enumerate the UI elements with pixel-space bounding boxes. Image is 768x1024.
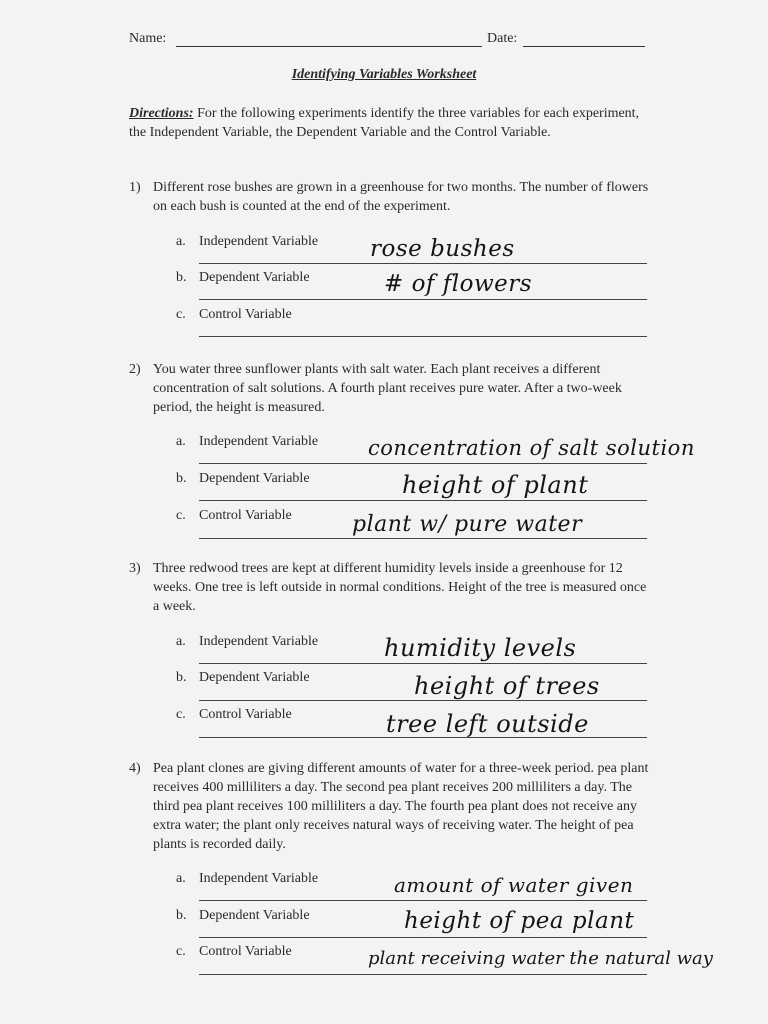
q2-control-line <box>199 538 647 539</box>
question-number: 3) <box>129 561 141 576</box>
q4-control-line <box>199 974 647 975</box>
q1-dependent-answer: # of flowers <box>384 271 533 297</box>
item-letter: a. <box>176 434 186 449</box>
item-letter: a. <box>176 234 186 249</box>
name-label: Name: <box>129 31 167 46</box>
item-label: Dependent Variable <box>199 270 310 285</box>
name-line <box>176 46 482 47</box>
date-line <box>523 46 645 47</box>
item-label: Independent Variable <box>199 234 319 249</box>
worksheet-title: Identifying Variables Worksheet <box>291 67 477 82</box>
directions <box>129 104 649 142</box>
q4-dependent-line <box>199 937 647 938</box>
item-label: Independent Variable <box>199 871 319 886</box>
question-number: 1) <box>129 180 141 195</box>
q1-independent-answer: rose bushes <box>370 236 515 262</box>
q3-independent-answer: humidity levels <box>384 634 577 662</box>
question-text: Three redwood trees are kept at different humidity levels inside a greenhouse for 12 weeks. One tree is left outside in normal conditions. Height of the tree is measured once a week. <box>153 561 647 614</box>
q2-independent-answer: concentration of salt solution <box>368 436 695 460</box>
item-label: Dependent Variable <box>199 908 310 923</box>
q4-control-answer: plant receiving water the natural way <box>368 948 713 969</box>
q3-dependent-line <box>199 700 647 701</box>
item-letter: b. <box>176 908 187 923</box>
item-letter: b. <box>176 270 187 285</box>
item-letter: c. <box>176 307 186 322</box>
item-letter: c. <box>176 508 186 523</box>
item-letter: b. <box>176 670 187 685</box>
item-label: Dependent Variable <box>199 670 310 685</box>
item-letter: a. <box>176 634 186 649</box>
item-label: Independent Variable <box>199 434 319 449</box>
question-text: Different rose bushes are grown in a greenhouse for two months. The number of flowers on each bush is counted at the end of the experiment. <box>153 180 649 214</box>
question-text: You water three sunflower plants with salt water. Each plant receives a different concentration of salt solutions. A fourth plant receives pure water. After a two-week period, the height is measured. <box>153 362 622 415</box>
item-label: Control Variable <box>199 944 292 959</box>
date-label: Date: <box>487 31 518 46</box>
q4-dependent-answer: height of pea plant <box>404 908 635 934</box>
q2-independent-line <box>199 463 647 464</box>
directions-text: For the following experiments identify the three variables for each experiment, the Independent Variable, the Dependent Variable and the Control Variable. <box>129 106 640 140</box>
item-letter: c. <box>176 944 186 959</box>
question-number: 4) <box>129 761 141 776</box>
q1-dependent-line <box>199 299 647 300</box>
question-text: Pea plant clones are giving different amounts of water for a three-week period. pea plant receives 400 milliliters a day. The second pea plant receives 200 milliliters a day. The third pea plant receives 100 milliliters a day. The fourth pea plant does not receive any extra water; the plant only receives natural ways of receiving water. The height of pea plants is recorded daily. <box>153 761 649 852</box>
q3-control-answer: tree left outside <box>386 710 589 738</box>
q4-independent-answer: amount of water given <box>394 873 634 897</box>
q2-dependent-line <box>199 500 647 501</box>
q3-dependent-answer: height of trees <box>414 672 600 700</box>
q4-independent-line <box>199 900 647 901</box>
item-letter: b. <box>176 471 187 486</box>
item-label: Control Variable <box>199 307 292 322</box>
q3-independent-line <box>199 663 647 664</box>
q2-dependent-answer: height of plant <box>402 471 589 499</box>
question-number: 2) <box>129 362 141 377</box>
item-label: Control Variable <box>199 508 292 523</box>
q1-independent-line <box>199 263 647 264</box>
item-label: Control Variable <box>199 707 292 722</box>
directions-label: Directions: <box>129 106 194 121</box>
q1-control-line <box>199 336 647 337</box>
item-letter: c. <box>176 707 186 722</box>
item-label: Independent Variable <box>199 634 319 649</box>
item-label: Dependent Variable <box>199 471 310 486</box>
q2-control-answer: plant w/ pure water <box>352 512 583 537</box>
item-letter: a. <box>176 871 186 886</box>
